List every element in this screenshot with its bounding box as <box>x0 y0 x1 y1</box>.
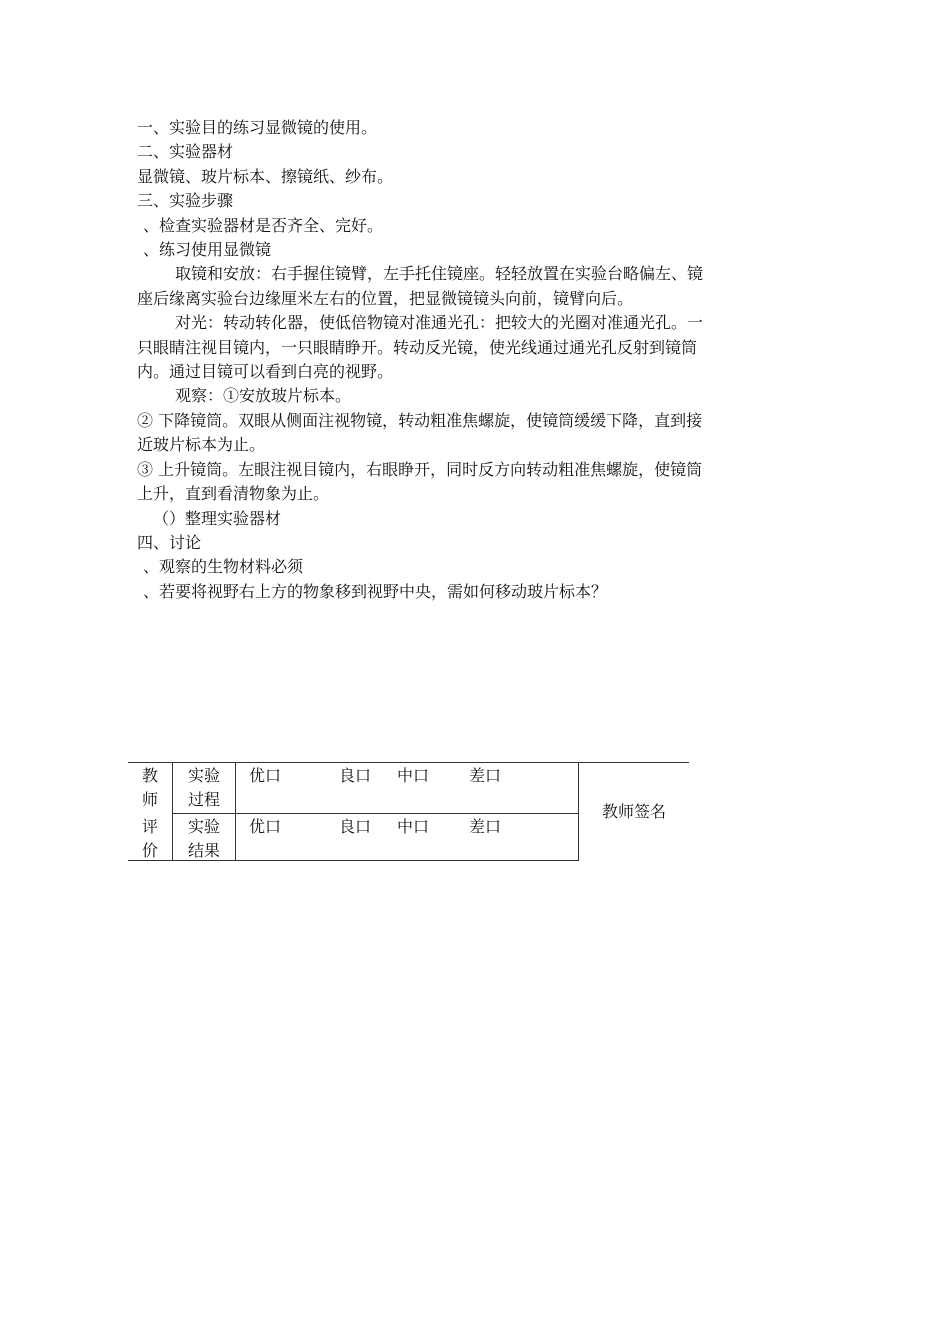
document-body <box>137 116 817 604</box>
evaluation-label-bottom <box>128 814 173 861</box>
discussion-question-2: 、若要将视野右上方的物象移到视野中央，需如何移动玻片标本？ <box>143 581 608 601</box>
teacher-evaluation-table <box>128 762 689 861</box>
row-process-grades <box>236 763 579 814</box>
grade-good-checkbox[interactable]: 良口 <box>339 817 372 836</box>
grade-excellent-checkbox[interactable]: 优口 <box>249 766 282 785</box>
step-light-line1: 对光：转动转化器，使低倍物镜对准通光孔：把较大的光圈对准通光孔。一 <box>175 313 704 333</box>
section-heading-purpose: 一、实验目的练习显微镜的使用。 <box>137 118 378 137</box>
grade-poor-checkbox[interactable]: 差口 <box>469 766 502 785</box>
step-take-and-place-line1: 取镜和安放：右手握住镜臂，左手托住镜座。轻轻放置在实验台略偏左、镜 <box>175 264 704 284</box>
grade-average-checkbox[interactable]: 中口 <box>397 817 430 836</box>
step-lower-tube-line1: ② 下降镜筒。双眼从侧面注视物镜，转动粗准焦螺旋，使镜筒缓缓下降，直到接 <box>137 410 703 430</box>
label-char-ping: 评 <box>141 816 158 836</box>
step-check-materials: 、检查实验器材是否齐全、完好。 <box>143 215 384 235</box>
row-process-label <box>173 763 236 814</box>
step-raise-tube-line2: 上升，直到看清物象为止。 <box>137 484 330 504</box>
materials-list: 显微镜、玻片标本、擦镜纸、纱布。 <box>137 166 394 186</box>
grade-poor-checkbox[interactable]: 差口 <box>469 817 502 836</box>
process-label-line1: 实验 <box>187 766 220 785</box>
evaluation-label-top <box>128 763 173 814</box>
grade-average-checkbox[interactable]: 中口 <box>397 766 430 785</box>
grade-excellent-checkbox[interactable]: 优口 <box>249 817 282 836</box>
teacher-signature-cell[interactable] <box>579 763 690 861</box>
label-char-jia: 价 <box>141 840 158 860</box>
step-light-line3: 内。通过目镜可以看到白亮的视野。 <box>137 362 394 382</box>
teacher-signature-label: 教师签名 <box>601 801 666 821</box>
step-light-line2: 只眼睛注视目镜内，一只眼睛睁开。转动反光镜，使光线通过通光孔反射到镜筒 <box>137 337 698 357</box>
row-result-grades <box>236 814 579 861</box>
label-char-jiao: 教 <box>141 766 158 785</box>
step-lower-tube-line2: 近玻片标本为止。 <box>137 435 266 455</box>
label-char-shi: 师 <box>141 790 158 809</box>
step-observe: 观察：①安放玻片标本。 <box>175 386 352 406</box>
result-label-line1: 实验 <box>187 817 220 836</box>
section-heading-steps: 三、实验步骤 <box>137 191 234 211</box>
section-heading-materials: 二、实验器材 <box>137 142 234 162</box>
section-heading-discussion: 四、讨论 <box>137 532 202 552</box>
step-practice-microscope: 、练习使用显微镜 <box>143 240 272 260</box>
process-label-line2: 过程 <box>187 790 220 809</box>
grade-good-checkbox[interactable]: 良口 <box>339 766 372 785</box>
row-result-label <box>173 814 236 861</box>
discussion-question-1: 、观察的生物材料必须 <box>143 557 304 577</box>
step-take-and-place-line2: 座后缘离实验台边缘厘米左右的位置，把显微镜镜头向前，镜臂向后。 <box>137 288 634 308</box>
step-tidy-materials: （）整理实验器材 <box>153 508 282 528</box>
result-label-line2: 结果 <box>187 841 220 860</box>
step-raise-tube-line1: ③ 上升镜筒。左眼注视目镜内，右眼睁开，同时反方向转动粗准焦螺旋，使镜筒 <box>137 459 703 479</box>
